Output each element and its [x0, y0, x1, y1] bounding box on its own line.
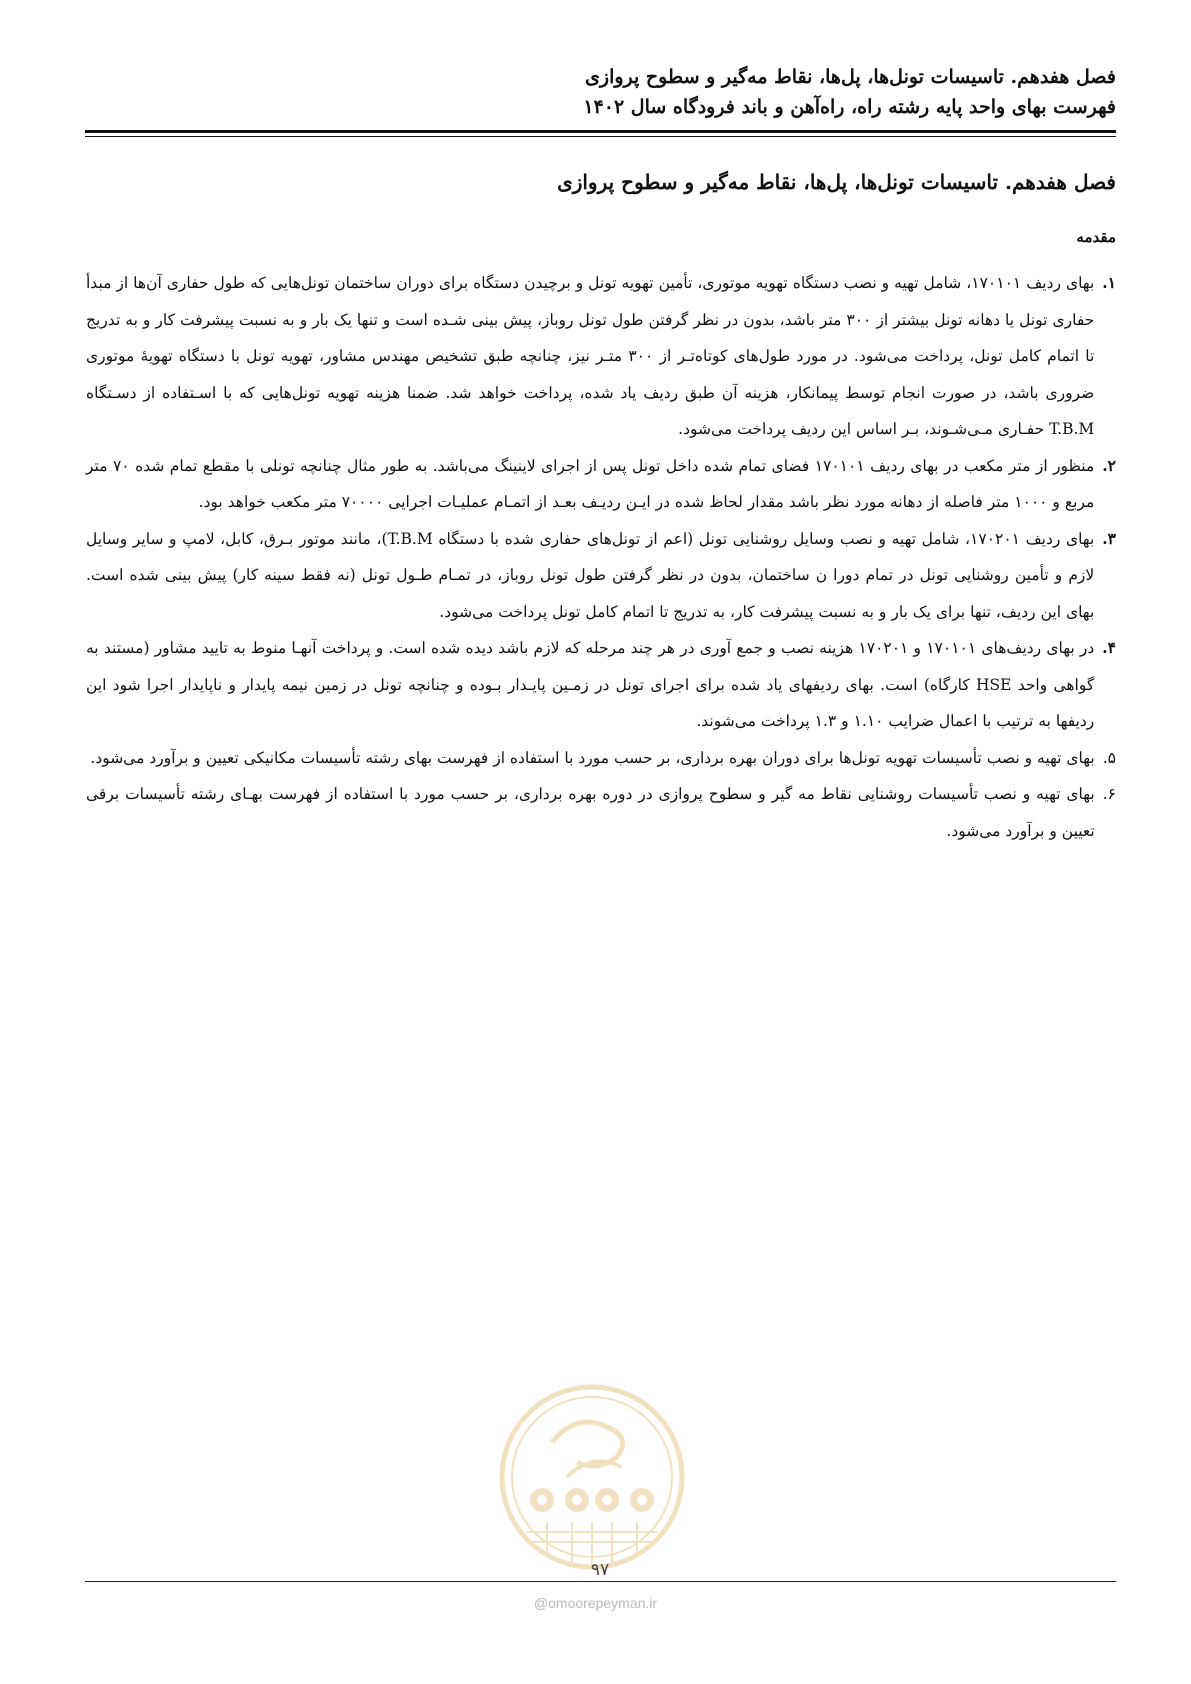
running-header: [76, 62, 1116, 122]
omoore-peyman-seal-icon: [497, 1382, 687, 1572]
running-header-price-list: فهرست بهای واحد پایه رشته راه، راه‌آهن و باند فرودگاه سال ۱۴۰۲: [583, 96, 1116, 118]
running-header-chapter: فصل هفدهم. تاسیسات تونل‌ها، پل‌ها، نقاط مه‌گیر و سطوح پروازی: [585, 66, 1116, 88]
list-item-text: در بهای ردیف‌های ۱۷۰۱۰۱ و ۱۷۰۲۰۱ هزینه نصب و جمع آوری در هر چند مرحله که لازم باشد دیده شده است. و پرداخت آنهـا منوط به تایید مشاور (مستند به گواهی واحد HSE کارگاه) است. بهای ردیفهای یاد شده برای اجرای تونل در زمـین پایـدار بـوده و چنانچه تونل در زمین نیمه پایدار و ناپایدار اجرا شود این ردیفها به ترتیب با اعمال ضرایب ۱.۱۰ و ۱.۳ پرداخت می‌شوند.: [86, 639, 1095, 730]
list-item-text: بهای ردیف ۱۷۰۲۰۱، شامل تهیه و نصب وسایل روشنایی تونل (اعم از تونل‌های حفاری شده با دستگاه T.B.M)، مانند موتور بـرق، کابل، لامپ و سایر وسایل لازم و تأمین روشنایی تونل در تمام دورا ن ساختمان، بدون در نظر گرفتن طول تونل روباز، در تمـام طـول تونل (نه فقط سینه کار) پیش بینی شده است. بهای این ردیف، تنها برای یک بار و به نسبت پیشرفت کار، به تدریج تا اتمام کامل تونل پرداخت می‌شود.: [86, 529, 1095, 621]
list-item-number: ۱.: [1102, 273, 1116, 292]
list-item-number: ۴.: [1102, 638, 1116, 657]
list-item-text: بهای تهیه و نصب تأسیسات تهویه تونل‌ها برای دوران بهره برداری، بر حسب مورد با استفاده از فهرست بهای رشته تأسیسات مکانیکی تعیین و برآورد می‌شود.: [90, 748, 1095, 767]
list-item-number: ۲.: [1102, 455, 1116, 475]
footer-divider: [85, 1581, 1116, 1582]
list-item-text: منظور از متر مکعب در بهای ردیف ۱۷۰۱۰۱ فضای تمام شده داخل تونل پس از اجرای لاینینگ می‌باشد. به طور مثال چنانچه تونلی با مقطع تمام شده ۷۰ متر مربع و ۱۰۰۰ متر فاصله از دهانه مورد نظر باشد مقدار لحاظ شده در ایـن ردیـف بعـد از اتمـام عملیـات اجرایی ۷۰۰۰۰ متر مکعب خواهد بود.: [86, 456, 1095, 511]
section-title: مقدمه: [1076, 228, 1116, 246]
list-item-text: بهای ردیف ۱۷۰۱۰۱، شامل تهیه و نصب دستگاه تهویه موتوری، تأمین تهویه تونل و برچیدن دستگاه برای دوران ساختمان تونل‌هایی که طول حفاری آن‌ها از مبدأ حفاری تونل یا دهانه تونل بیشتر از ۳۰۰ متر باشد، بدون در نظر گرفتن طول تونل روباز، پیش بینی شـده است و تنها یک بار و به نسبت پیشرفت کار و به تدریج تا اتمام کامل تونل، پرداخت می‌شود. در مورد طول‌های کوتاه‌تـر از ۳۰۰ متـر نیز، چنانچه طبق تشخیص مهندس مشاور، تهویه تونل با دستگاه تهویهٔ موتوری ضروری باشد، در صورت انجام توسط پیمانکار، هزینه آن طبق ردیف یاد شده، پرداخت خواهد شد. ضمنا هزینه تهویه تونل‌هایی که با اسـتفاده از دسـتگاه T.B.M حفـاری مـی‌شـوند، بـر اساس این ردیف پرداخت می‌شود.: [86, 274, 1095, 438]
list-item: [86, 448, 1116, 521]
list-item: [86, 521, 1116, 631]
chapter-title: فصل هفدهم. تاسیسات تونل‌ها، پل‌ها، نقاط مه‌گیر و سطوح پروازی: [557, 170, 1116, 194]
list-item: [86, 740, 1116, 777]
header-divider-thick: [85, 130, 1116, 133]
numbered-list: [86, 265, 1116, 849]
list-item: [86, 265, 1116, 448]
list-item-number: ۳.: [1102, 528, 1116, 548]
header-divider-thin: [85, 136, 1116, 137]
page-number: ۹۷: [590, 1560, 610, 1580]
list-item: [86, 630, 1116, 740]
list-item-number: ۶.: [1102, 785, 1116, 803]
footer-watermark-handle: @omoorepeyman.ir: [533, 1595, 658, 1611]
list-item-text: بهای تهیه و نصب تأسیسات روشنایی نقاط مه گیر و سطوح پروازی در دوره بهره برداری، بر حسب مورد با استفاده از فهرست بهـای رشته تأسیسات برقی تعیین و برآورد می‌شود.: [86, 785, 1095, 840]
list-item-number: ۵.: [1102, 748, 1116, 767]
list-item: [86, 776, 1116, 849]
